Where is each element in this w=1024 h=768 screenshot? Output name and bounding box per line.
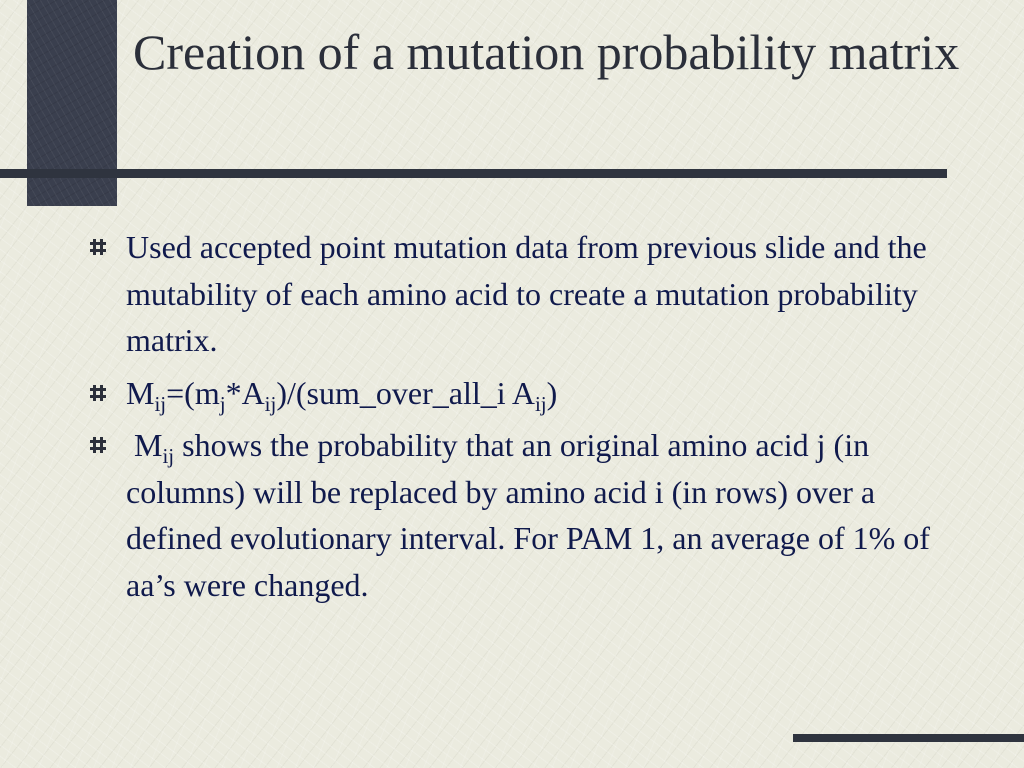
formula-lhs: M [126,374,155,411]
bullet-list [90,224,940,614]
formula-times-a: *A [225,374,265,411]
title-underline-rule [0,169,947,178]
formula-eq-open: =(m [166,374,220,411]
hash-bullet-icon [90,384,106,402]
formula-lhs-subscript: ij [154,391,167,416]
bullet-item-formula [90,370,940,417]
formula-a-subscript: ij [264,391,277,416]
bullet-lead: M [134,427,163,463]
footer-rule [793,734,1024,742]
hash-bullet-icon [90,436,106,454]
formula [126,374,558,416]
formula-m-subscript: j [219,391,226,416]
hash-bullet-icon [90,238,106,256]
formula-sum: )/(sum_over_all_i A [276,374,535,411]
bullet-text: shows the probability that an original amino acid j (in columns) will be replaced by amino acid i (in rows) over a defined evolutionary interval. For PAM 1, an average of 1% of aa’s were changed. [126,427,930,603]
slide-title: Creation of a mutation probability matrix [133,24,960,80]
formula-close: ) [546,374,558,411]
bullet-item-mutation-data [90,224,940,364]
formula-sum-subscript: ij [534,391,547,416]
bullet-item-probability-description [90,422,940,608]
bullet-lead-subscript: ij [162,444,175,468]
bullet-text: Used accepted point mutation data from previous slide and the mutability of each amino acid to create a mutation probability matrix. [126,229,927,358]
